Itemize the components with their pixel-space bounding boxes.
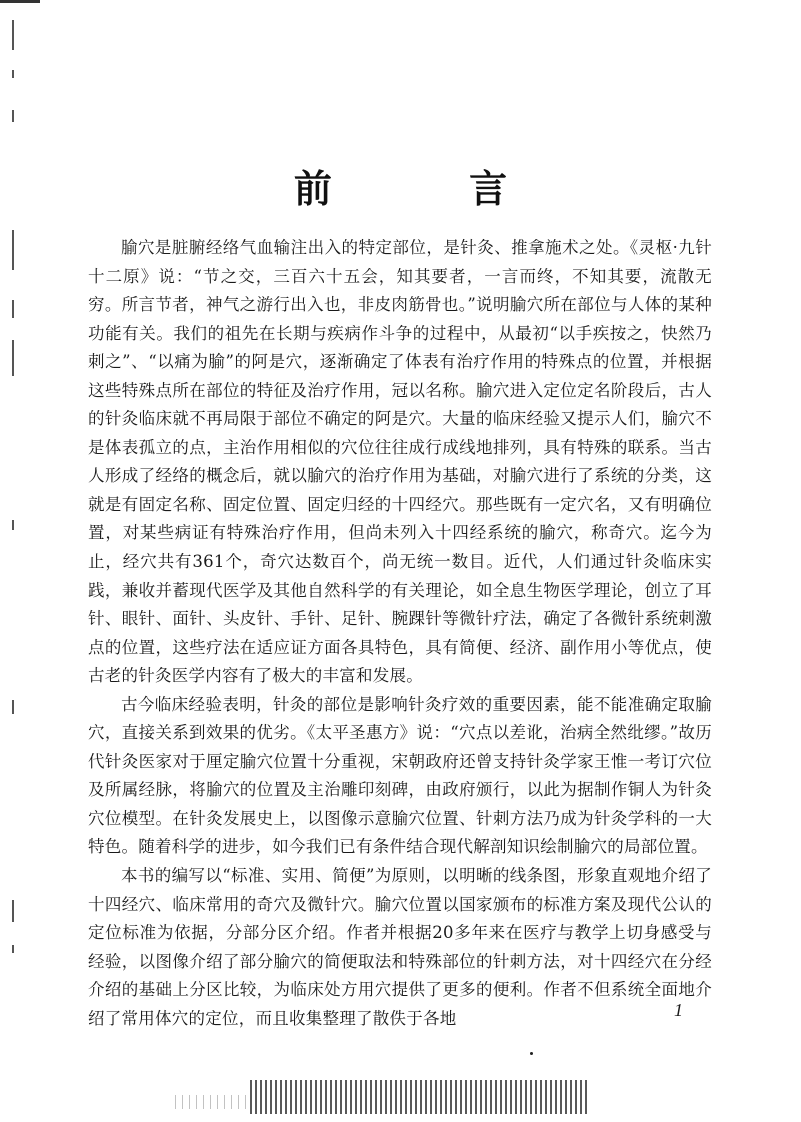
scan-artifact-light <box>175 1095 250 1109</box>
page-title: 前 言 <box>293 166 570 212</box>
paragraph-2: 古今临床经验表明，针灸的部位是影响针灸疗效的重要因素，能不能准确定取腧穴，直接关系到效果的优劣。《太平圣惠方》说：“穴点以差讹，治病全然纰缪。”故历代针灸医家对于厘定腧穴位置十分重视，宋朝政府还曾支持针灸学家王惟一考订穴位及所属经脉，将腧穴的位置及主治雕印刻碑，由政府颁行，以此为据制作铜人为针灸穴位模型。在针灸发展史上，以图像示意腧穴位置、针刺方法乃成为针灸学科的一大特色。随着科学的进步，如今我们已有条件结合现代解剖知识绘制腧穴的局部位置。 <box>88 694 712 857</box>
preface-body <box>88 234 712 1033</box>
scan-edge-mark <box>0 0 40 3</box>
paragraph-1: 腧穴是脏腑经络气血输注出入的特定部位，是针灸、推拿施术之处。《灵枢·九针十二原》说：“节之交，三百六十五会，知其要者，一言而终，不知其要，流散无穷。所言节者，神气之游行出入也，非皮肉筋骨也。”说明腧穴所在部位与人体的某种功能有关。我们的祖先在长期与疾病作斗争的过程中，从最初“以手疾按之，快然乃刺之”、“以痛为腧”的阿是穴，逐渐确定了体表有治疗作用的特殊点的位置，并根据这些特殊点所在部位的特征及治疗作用，冠以名称。腧穴进入定位定名阶段后，古人的针灸临床就不再局限于部位不确定的阿是穴。大量的临床经验又提示人们，腧穴不是体表孤立的点，主治作用相似的穴位往往成行成线地排列，具有特殊的联系。当古人形成了经络的概念后，就以腧穴的治疗作用为基础，对腧穴进行了系统的分类，这就是有固定名称、固定位置、固定归经的十四经穴。那些既有一定穴名，又有明确位置，对某些病证有特殊治疗作用，但尚未列入十四经系统的腧穴，称奇穴。迄今为止，经穴共有361个，奇穴达数百个，尚无统一数目。近代，人们通过针灸临床实践，兼收并蓄现代医学及其他自然科学的有关理论，如全息生物医学理论，创立了耳针、眼针、面针、头皮针、手针、足针、腕踝针等微针疗法，确定了各微针系统刺激点的位置，这些疗法在适应证方面各具特色，具有简便、经济、副作用小等优点，使古老的针灸医学内容有了极大的丰富和发展。 <box>88 238 712 686</box>
scan-speck <box>530 1052 533 1055</box>
scan-artifact <box>250 1080 590 1114</box>
page-number: 1 <box>674 1000 683 1020</box>
paragraph-3: 本书的编写以“标准、实用、简便”为原则，以明晰的线条图，形象直观地介绍了十四经穴、临床常用的奇穴及微针穴。腧穴位置以国家颁布的标准方案及现代公认的定位标准为依据，分部分区介绍。作者并根据20多年来在医疗与教学上切身感受与经验，以图像介绍了部分腧穴的简便取法和特殊部位的针刺方法，对十四经穴在分经介绍的基础上分区比较，为临床处方用穴提供了更多的便利。作者不但系统全面地介绍了常用体穴的定位，而且收集整理了散佚于各地 <box>88 866 712 1028</box>
